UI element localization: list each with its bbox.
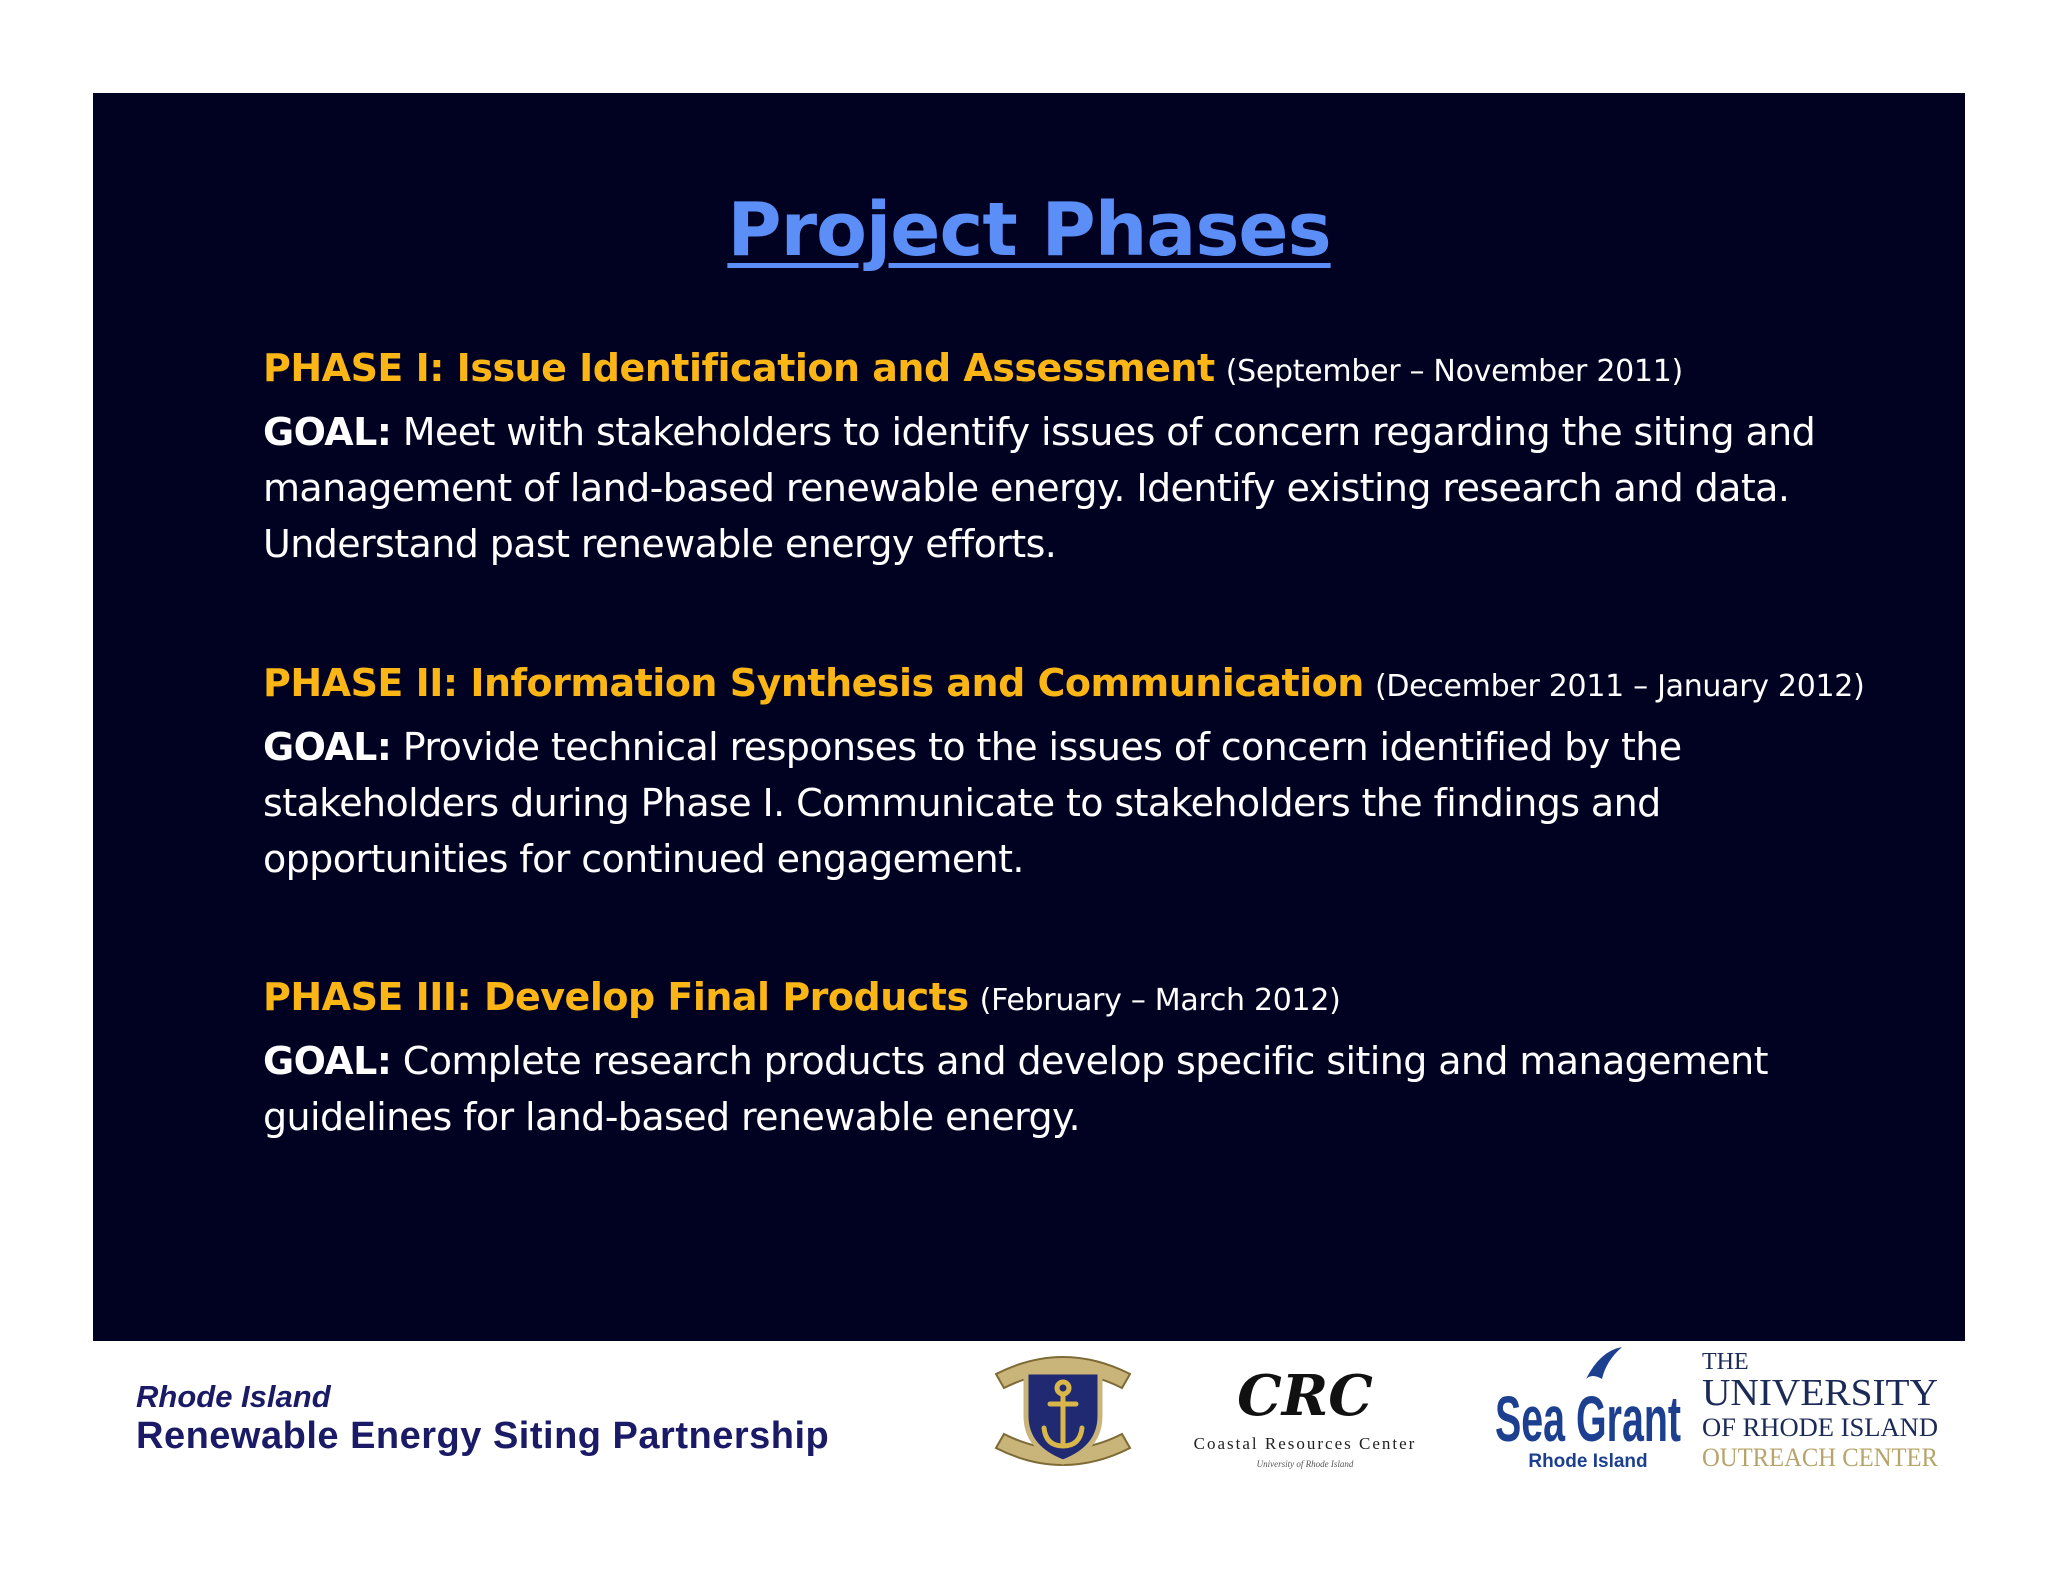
phase-1-section [263,346,1863,572]
phase-3-goal-label: GOAL: [263,1038,392,1083]
phase-2-dates: (December 2011 – January 2012) [1374,669,1865,704]
crc-name: Coastal Resources Center [1193,1434,1417,1453]
phase-2-goal-label: GOAL: [263,724,392,769]
phase-3-section [263,975,1863,1145]
slide-panel [93,93,1965,1341]
seagrant-sub: Rhode Island [1528,1451,1648,1472]
phase-1-name: PHASE I: Issue Identification and Assessment [263,346,1215,390]
phase-3-heading [263,975,1863,1021]
phase-1-goal [263,404,1863,572]
phase-1-dates: (September – November 2011) [1225,354,1683,389]
brand-partnership: Renewable Energy Siting Partnership [136,1415,830,1458]
crc-mark: CRC [1237,1363,1373,1429]
uri-university: UNIVERSITY [1702,1372,1938,1414]
slide-title: Project Phases [727,187,1331,273]
state-seal-logo [988,1344,1138,1476]
phase-2-section [263,661,1863,887]
phase-1-heading [263,346,1863,392]
phase-2-heading [263,661,1863,707]
crc-sub: University of Rhode Island [1256,1459,1354,1469]
phase-2-goal-text: Provide technical responses to the issues of concern identified by the stakeholders during Phase I. Communicate to stakeholders the findings and opportunities for continued engagement. [263,724,1682,881]
bird-icon [1586,1347,1622,1379]
phase-1-goal-text: Meet with stakeholders to identify issues of concern regarding the siting and management of land-based renewable energy. Identify existing research and data. Understand past renewable energy efforts. [263,409,1816,566]
phase-3-name: PHASE III: Develop Final Products [263,975,969,1019]
phase-3-goal-text: Complete research products and develop specific siting and management guidelines for land-based renewable energy. [263,1038,1768,1139]
uri-outreach-logo [1700,1345,1950,1475]
uri-of: OF RHODE ISLAND [1702,1413,1938,1442]
brand-state: Rhode Island [136,1379,331,1414]
phase-3-dates: (February – March 2012) [979,983,1341,1018]
sea-grant-logo [1488,1345,1688,1475]
coastal-resources-center-logo [1170,1345,1440,1475]
uri-outreach: OUTREACH CENTER [1702,1443,1939,1472]
phase-3-goal [263,1033,1863,1145]
phase-2-name: PHASE II: Information Synthesis and Communication [263,661,1364,705]
seagrant-name: Sea Grant [1495,1383,1681,1455]
footer-brand [136,1378,829,1459]
uri-the: THE [1702,1349,1749,1375]
phase-2-goal [263,719,1863,887]
phase-1-goal-label: GOAL: [263,409,392,454]
